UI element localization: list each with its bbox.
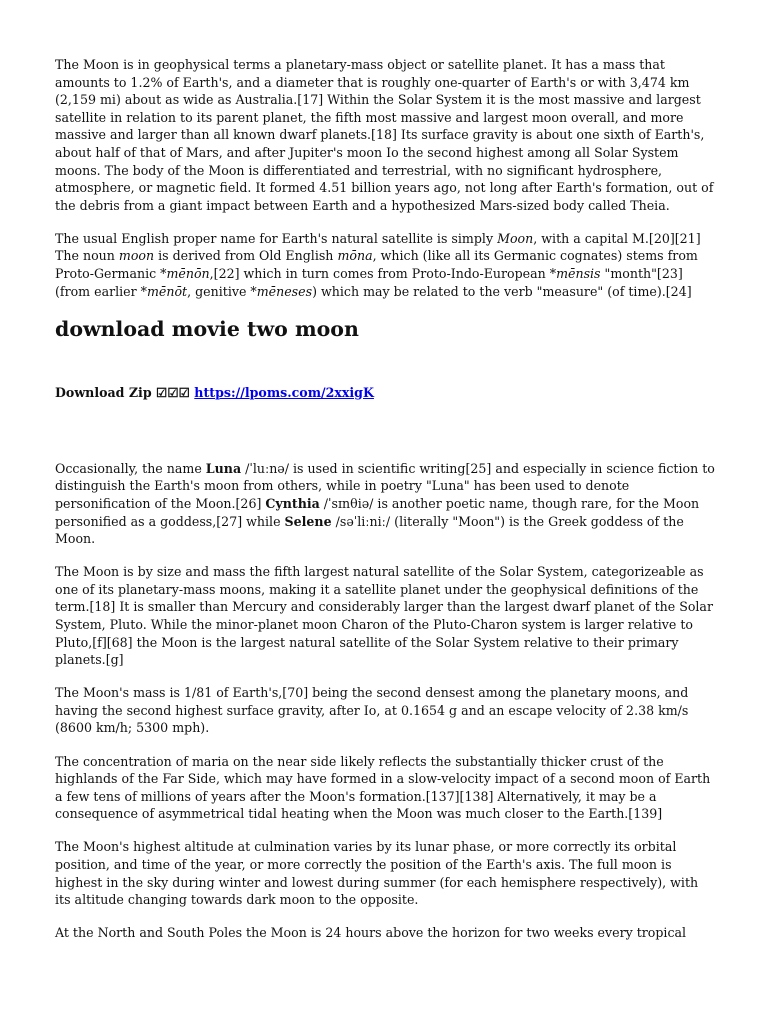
text-span: /səˈliːniː/ (literally "Moon") is the Greek goddess of the Moon. [55,513,684,547]
paragraph-maria: The concentration of maria on the near side likely reflects the substantially thicker crust of the highlands of the Far Side, which may have formed in a slow-velocity impact of a second moon of Earth a few tens of millions of years after the Moon's formation.[137][138] Alternatively, it may be a consequence of asymmetrical tidal heating when the Moon was much closer to the Earth.[139] [55,753,711,822]
paragraph-poles: At the North and South Poles the Moon is 24 hours above the horizon for two weeks every tropical [55,925,687,941]
page-heading: download movie two moon [55,316,359,341]
italic-term: mēneses [256,283,313,299]
italic-term: mēnōt [146,283,188,299]
paragraph-moon-size: The Moon is by size and mass the fifth largest natural satellite of the Solar System, categorizeable as one of its planetary-mass moons, making it a satellite planet under the geophysical definitions of the term.[18] It is smaller than Mercury and considerably larger than the largest dwarf planet of the Solar System, Pluto. While the minor-planet moon Charon of the Pluto-Charon system is larger relative to Pluto,[f][68] the Moon is the largest natural satellite of the Solar System relative to their primary planets.[g] [55,564,713,668]
text-span: The usual English proper name for Earth's natural satellite is simply [55,230,498,246]
text-span: ,[22] which in turn comes from Proto-Indo-European * [209,266,557,282]
italic-term: mēnsis [556,266,601,282]
text-span: , genitive * [187,283,257,299]
spacer [55,401,715,460]
text-span: "month"[23] (from earlier * [55,266,683,299]
bold-term: Selene [284,513,332,529]
bold-term: Luna [205,460,242,476]
text-span: , which (like all its Germanic cognates) stems from Proto-Germanic * [55,248,698,282]
bold-term: Cynthia [265,495,320,511]
italic-term: Moon [497,230,534,246]
paragraph-moon-mass: The Moon's mass is 1/81 of Earth's,[70] being the second densest among the planetary moons, and having the second highest surface gravity, after Io, at 0.1654 g and an escape velocity of 2.38 km/s (8600 km/h; 5300 mph). [55,685,689,736]
paragraph-moon-name [55,230,715,300]
download-line [55,384,715,401]
download-label: Download Zip [55,384,152,400]
text-span: /ˈluːnə/ is used in scientific writing[25] and especially in science fiction to distinguish the Earth's moon from others, while in poetry "Luna" has been used to denote personification of the Moon.[26] [55,460,715,511]
text-span: is derived from Old English [154,248,338,264]
text-span: , with a capital M.[20][21] The noun [55,230,701,264]
text-span: Occasionally, the name [55,460,206,476]
article-body [55,56,715,942]
paragraph-moon-overview: The Moon is in geophysical terms a planetary-mass object or satellite planet. It has a mass that amounts to 1.2% of Earth's, and a diameter that is roughly one-quarter of Earth's or with 3,474 km (2,159 mi) about as wide as Australia.[17] Within the Solar System it is the most massive and largest satellite in relation to its parent planet, the fifth most massive and largest moon overall, and more massive and larger than all known dwarf planets.[18] Its surface gravity is about one sixth of Earth's, about half of that of Mars, and after Jupiter's moon Io the second highest among all Solar System moons. The body of the Moon is differentiated and terrestrial, with no significant hydrosphere, atmosphere, or magnetic field. It formed 4.51 billion years ago, not long after Earth's formation, out of the debris from a giant impact between Earth and a hypothesized Mars-sized body called Theia. [55,57,714,213]
download-link[interactable]: https://lpoms.com/2xxigK [194,384,374,400]
paragraph-moon-poetic-names [55,460,715,548]
italic-term: mēnōn [166,266,210,282]
italic-term: mōna [337,248,373,264]
text-span: ) which may be related to the verb "measure" (of time).[24] [312,283,692,299]
text-span: /ˈsɪnθiə/ is another poetic name, though rare, for the Moon personified as a goddess,[27] while [55,495,700,529]
paragraph-altitude: The Moon's highest altitude at culmination varies by its lunar phase, or more correctly its orbital position, and time of the year, or more correctly the position of the Earth's axis. The full moon is highest in the sky during winter and lowest during summer (for each hemisphere respectively), with its altitude changing towards dark moon to the opposite. [55,839,699,908]
arrow-icons: ☑☑☑ [156,384,190,400]
italic-term: moon [118,248,155,264]
